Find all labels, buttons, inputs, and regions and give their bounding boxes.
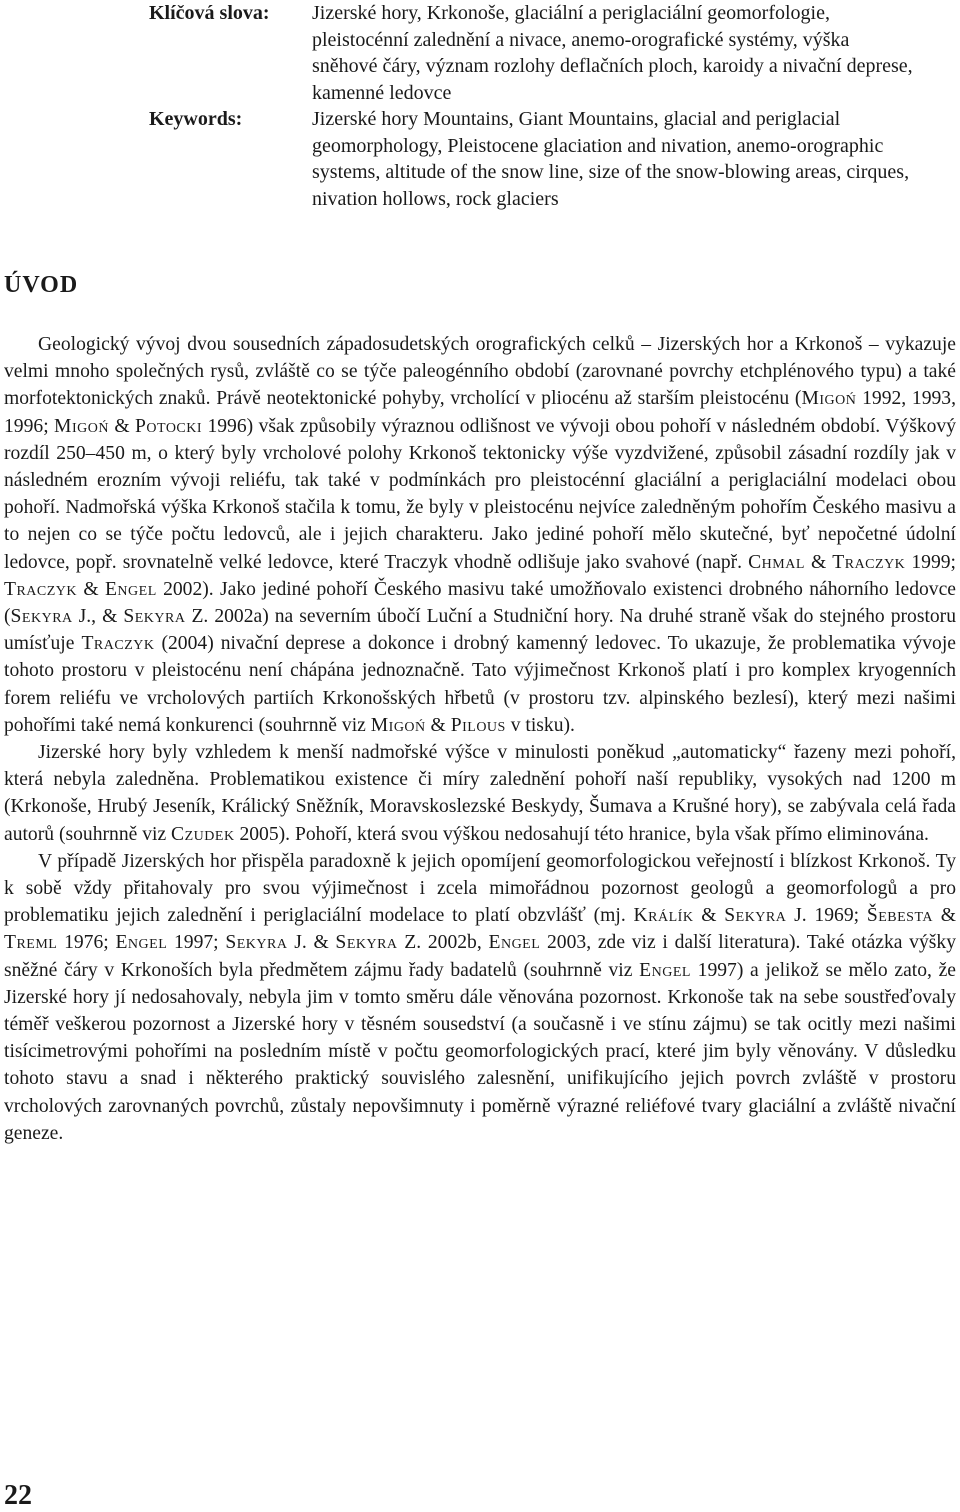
text-run: 1996) však způsobily výraznou odlišnost ve vývoji obou pohoří v následném období. Výškový rozdíl 250–450 m, o který byly vrcholové polohy Krkonoš tektonicky výše vyzdvižené, způsobil zásadní rozdíly jak v následném erozním vývoji reliéfu, tak také v podmínkách pro pleistocénní glaciální a periglaciální modelaci obou pohoří. Nadmořská výška Krkonoš stačila k tomu, že byly v pleistocénu nejvíce zaledněným pohořím Českého masivu a to nejen co se týče počtu ledovců, ale i jejich charakteru. Jako jediné pohoří mělo skutečné, byť nepočetné údolní ledovce, popř. srovnatelně velké ledovce, které Traczyk vhodně odlišuje jako svahové (např. (4, 415, 957, 573)
text-run: J., & (72, 606, 124, 628)
paragraph-1 (4, 331, 956, 739)
author-name: Migoń (370, 714, 426, 736)
author-name: Engel (639, 959, 691, 981)
author-name: Traczyk (81, 633, 155, 655)
text-run: 2002). Jako jediné pohoří Českého masivu také umožňovalo existenci drobného náhorního ledovce ( (4, 578, 956, 628)
author-name: Migoń (54, 415, 109, 437)
keywords-cz-label: Klíčová slova: (149, 2, 270, 24)
page-number: 22 (4, 1480, 32, 1511)
author-name: Chmal (748, 551, 805, 573)
text-run: & (693, 905, 725, 927)
text-run: 1997; (167, 932, 226, 954)
text-run: J. & (287, 932, 336, 954)
section-heading: ÚVOD (4, 272, 79, 298)
keywords-en-label: Keywords: (149, 108, 243, 130)
author-name: Sekyra (225, 932, 288, 954)
author-name: Šebesta (866, 905, 933, 927)
author-name: Sekyra (10, 606, 73, 628)
author-name: Sekyra (123, 606, 186, 628)
text-run: 1992, 1993, 1996; (4, 388, 957, 437)
body-text (4, 331, 956, 1147)
text-run: & (77, 578, 105, 600)
keywords-en-text: Jizerské hory Mountains, Giant Mountains, glacial and periglacial geomorphology, Pleistocene glaciation and nivation, anemo-orographic systems, altitude of the snow line, size of the snow-blowing areas, cirques, nivation hollows, rock glaciers (312, 108, 910, 210)
paragraph-2 (4, 739, 956, 848)
text-run: v tisku). (505, 714, 575, 736)
author-name: Migoń (801, 388, 857, 410)
text-run: J. 1969; (786, 905, 867, 927)
author-name: Sekyra (724, 905, 787, 927)
text-run: 2003, zde viz i další literatura). Také otázka výšky sněžné čáry v Krkonoších byla předmětem zájmu řady badatelů (souhrnně viz (4, 932, 956, 981)
paragraph-3 (4, 848, 956, 1147)
keywords-en-row (4, 106, 956, 212)
text-run: & (933, 905, 957, 927)
author-name: Traczyk (832, 551, 906, 573)
author-name: Potocki (135, 415, 203, 437)
text-run: V případě Jizerských hor přispěla paradoxně k jejich opomíjení geomorfologickou veřejností i blízkost Krkonoš. Ty k sobě vždy přitahovaly pro svou výjimečnost i zcela mimořádnou pozornost geologů a geomorfologů a pro problematiku jejich zalednění i periglaciální modelace to platí obzvlášť (mj. (4, 850, 956, 927)
keywords-block (4, 0, 956, 212)
author-name: Engel (115, 932, 168, 954)
keywords-cz-row (4, 0, 956, 106)
text-run: 1997) a jelikož se mělo zato, že Jizerské hory jí nedosahovaly, nebyla jim v tomto směru dále věnována pozornost. Krkonoše tak na sebe soustřeďovaly téměř veškerou pozornost a Jizerské hory v těsném sousedství (a současně i ve stínu zájmu) se tak ocitly mezi našimi tisícimetrovými pohořími na posledním místě v počtu geomorfologických prací, které jim byly věnovány. V důsledku tohoto stavu a snad i některého praktický souvislého zalesnění, unifikujícího jejich povrch zvláště v prostoru vrcholových zarovnaných povrchů, zůstaly nepovšimnuty i poměrně výrazné reliéfové tvary glaciální a zvláště nivační geneze. (4, 959, 956, 1144)
author-name: Králík (633, 905, 694, 927)
author-name: Engel (488, 932, 541, 954)
keywords-cz-text: Jizerské hory, Krkonoše, glaciální a periglaciální geomorfologie, pleistocénní zalednění a nivace, anemo-orografické systémy, výška sněhové čáry, význam rozlohy deflačních ploch, karoidy a nivační deprese, kamenné ledovce (312, 2, 913, 104)
author-name: Sekyra (335, 932, 398, 954)
text-run: Z. 2002b, (397, 932, 489, 954)
author-name: Engel (104, 578, 157, 600)
text-run: Jizerské hory byly vzhledem k menší nadmořské výšce v minulosti poněkud „automaticky“ řazeny mezi pohoří, která nebyla zaledněna. Problematikou existence či míry zalednění pohoří naší republiky, vysokých nad 1200 m (Krkonoše, Hrubý Jeseník, Králický Sněžník, Moravskoslezské Beskydy, Šumava a Krušné hory), se zabývala celá řada autorů (souhrnně viz (4, 742, 956, 845)
text-run: Geologický vývoj dvou sousedních západosudetských orografických celků – Jizerských hor a Krkonoš – vykazuje velmi mnoho společných rysů, zvláště co se týče paleogénního období (zarovnané povrchy etchplénového typu) a také morfotektonických znaků. Právě neotektonické pohyby, vrcholící v pliocénu až starším pleistocénu ( (4, 334, 956, 410)
author-name: Traczyk (4, 578, 78, 600)
text-run: 1976; (57, 932, 116, 954)
text-run: (2004) nivační deprese a dokonce i drobný kamenný ledovec. To ukazuje, že problematika vývoje tohoto prostoru v pleistocénu není chápána jednoznačně. Tato výjimečnost Krkonoš platí i pro komplex kryogenních forem reliéfu ve vrcholových partiích Krkonošských hřbetů (v prostoru tzv. alpinského bezlesí), který mezi našimi pohořími také nemá konkurenci (souhrnně viz (4, 633, 956, 736)
author-name: Czudek (171, 823, 235, 845)
text-run: 2005). Pohoří, která svou výškou nedosahují této hranice, byla však přímo eliminována. (234, 823, 929, 845)
author-name: Treml (4, 932, 58, 954)
text-run: Z. 2002a) na severním úbočí Luční a Studniční hory. Na druhé straně však do stejného prostoru umísťuje (4, 606, 957, 655)
author-name: Pilous (450, 714, 506, 736)
text-run: & (108, 415, 136, 437)
text-run: 1999; (905, 551, 956, 573)
text-run: & (425, 714, 451, 736)
text-run: & (804, 551, 833, 573)
